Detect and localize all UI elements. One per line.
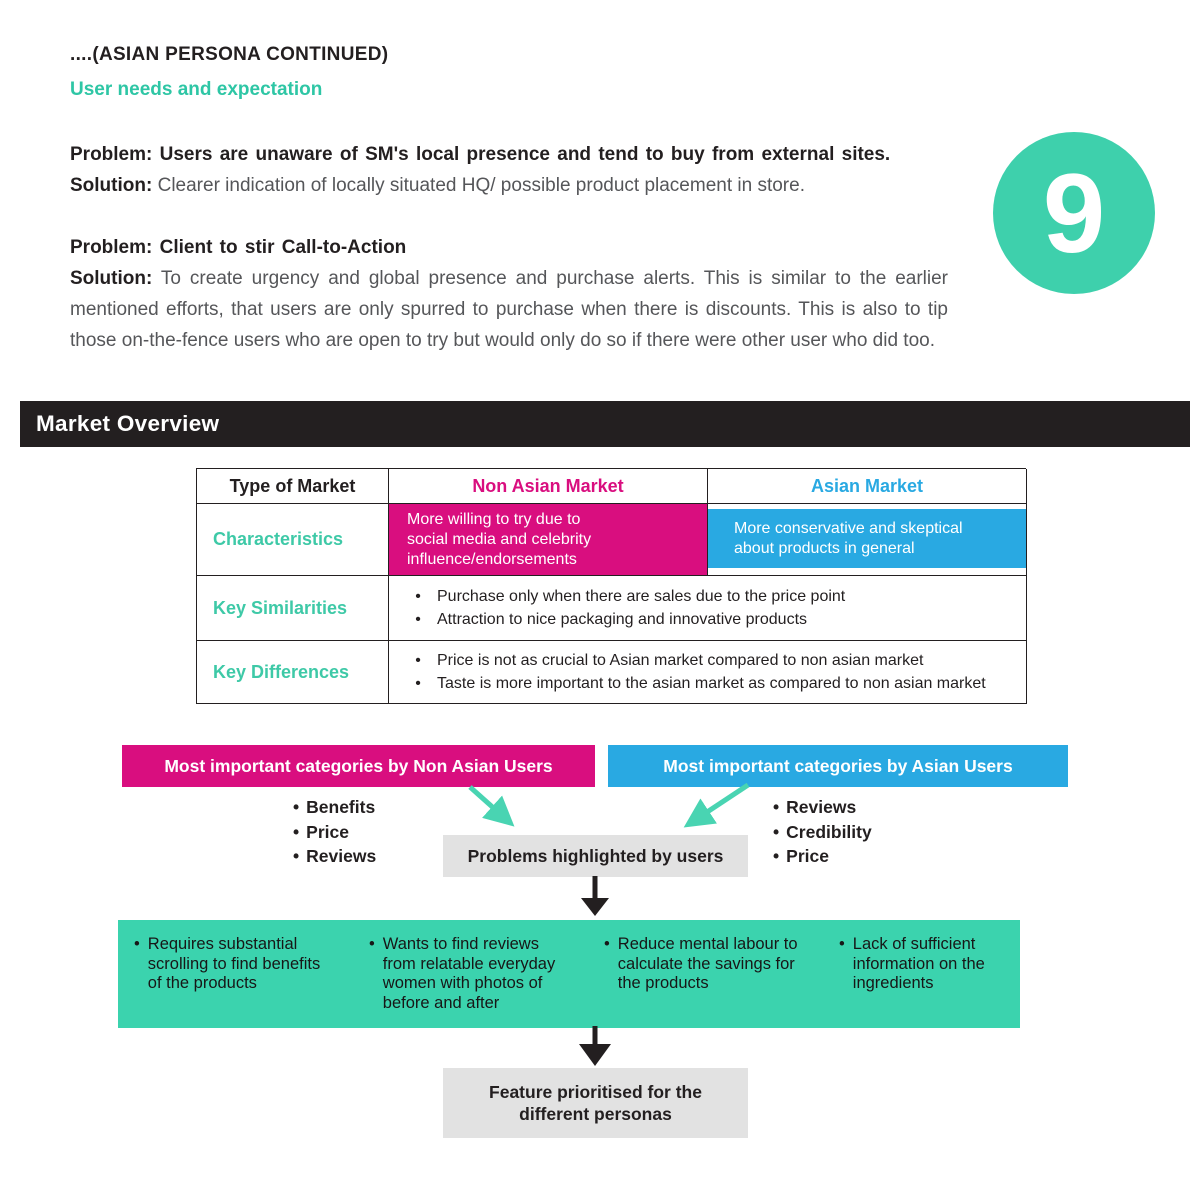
- banner-asian-label: Most important categories by Asian Users: [663, 755, 1013, 776]
- similarity-text-1: Purchase only when there are sales due to the price point: [437, 587, 846, 605]
- bullet-icon: •: [773, 846, 780, 866]
- bullet-icon: •: [773, 797, 780, 817]
- bullet-icon: •: [773, 821, 780, 842]
- characteristics-asian-block: [708, 509, 1026, 568]
- similarity-text-2: Attraction to nice packaging and innovative products: [437, 610, 808, 628]
- bullet-icon: •: [415, 610, 421, 628]
- non-asian-category-1: Benefits: [306, 797, 376, 817]
- asian-category-2: Credibility: [786, 821, 872, 842]
- non-asian-category-3: Reviews: [306, 846, 377, 866]
- table-row-label-key-differences: Key Differences: [197, 641, 389, 704]
- teal-arrows-group: [400, 770, 800, 842]
- similarity-item: [389, 587, 1026, 607]
- user-problem-text-4: Lack of sufficient information on the ingredients: [852, 935, 985, 992]
- banner-non-asian-label: Most important categories by Non Asian Users: [164, 755, 553, 776]
- characteristics-asian-text: More conservative and skeptical about products in general: [734, 519, 963, 557]
- problems-highlighted-box: [443, 835, 748, 877]
- problem-statement-1: Problem: Users are unaware of SM's local presence and tend to buy from external sites.: [70, 144, 891, 165]
- list-item: [293, 844, 376, 869]
- bullet-icon: •: [134, 935, 140, 953]
- non-asian-category-2: Price: [306, 821, 349, 842]
- teal-arrow-right-icon: [692, 785, 748, 822]
- solution-text-1: Clearer indication of locally situated HQ/ possible product placement in store.: [157, 175, 805, 196]
- table-cell-characteristics-non-asian: [389, 504, 708, 576]
- page-number-badge: [993, 132, 1155, 294]
- category-list-non-asian: [293, 795, 376, 869]
- spacer: [70, 201, 948, 232]
- feature-prioritised-box: [443, 1068, 748, 1138]
- user-problem-text-3: Reduce mental labour to calculate the savings for the products: [617, 935, 798, 992]
- user-problem-item: [604, 935, 816, 994]
- user-problem-text-1: Requires substantial scrolling to find benefits of the products: [147, 935, 321, 992]
- table-header-type-of-market: Type of Market: [197, 469, 389, 504]
- difference-item: [389, 651, 1026, 671]
- list-item: [773, 844, 872, 869]
- section-bar-title: Market Overview: [36, 411, 220, 436]
- bullet-icon: •: [839, 935, 845, 953]
- bullet-icon: •: [415, 651, 421, 669]
- asian-category-3: Price: [786, 846, 829, 866]
- table-cell-key-similarities: [389, 576, 1027, 641]
- table-header-non-asian-market: Non Asian Market: [389, 469, 708, 504]
- difference-item: [389, 674, 1026, 694]
- user-problem-item: [134, 935, 326, 994]
- solution-text-2: To create urgency and global presence and purchase alerts. This is similar to the earlier mentioned efforts, that users are only spurred to purchase when there is discounts. This is also to tip those on-the-fence users who are open to try but would only do so if there were other user who did too.: [70, 268, 948, 351]
- down-arrow-icon: [577, 1026, 613, 1068]
- similarity-item: [389, 610, 1026, 630]
- table-row-label-key-similarities: Key Similarities: [197, 576, 389, 641]
- section-bar-market-overview: [20, 401, 1190, 447]
- bullet-icon: •: [604, 935, 610, 953]
- asian-category-1: Reviews: [786, 797, 857, 817]
- solution-statement-1: [70, 170, 948, 201]
- user-problems-box: [118, 920, 1020, 1028]
- bullet-icon: •: [415, 587, 421, 605]
- market-comparison-table: [196, 468, 1026, 704]
- bullet-icon: •: [293, 797, 300, 817]
- solution-label-2: Solution:: [70, 268, 153, 289]
- user-problem-item: [839, 935, 1005, 994]
- difference-text-2: Taste is more important to the asian market as compared to non asian market: [437, 674, 986, 692]
- difference-text-1: Price is not as crucial to Asian market compared to non asian market: [437, 651, 924, 669]
- solution-label-1: Solution:: [70, 175, 153, 196]
- table-header-asian-market: Asian Market: [708, 469, 1027, 504]
- problem-statement-2: Problem: Client to stir Call-to-Action: [70, 237, 407, 258]
- problems-highlighted-label: Problems highlighted by users: [467, 845, 724, 866]
- down-arrow-icon: [577, 876, 613, 918]
- list-item: [293, 795, 376, 820]
- characteristics-non-asian-text: More willing to try due to social media and celebrity influence/endorsements: [407, 510, 592, 568]
- feature-prioritised-label: Feature prioritised for the different personas: [489, 1082, 702, 1124]
- page-subtitle: User needs and expectation: [70, 79, 323, 100]
- bullet-icon: •: [369, 935, 375, 953]
- table-row-label-characteristics: Characteristics: [197, 504, 389, 576]
- page-number: 9: [1042, 150, 1106, 276]
- table-cell-characteristics-asian: [708, 504, 1027, 576]
- persona-text-block: [70, 139, 948, 356]
- list-item: [293, 820, 376, 845]
- bullet-icon: •: [415, 674, 421, 692]
- bullet-icon: •: [293, 821, 300, 842]
- user-problem-text-2: Wants to find reviews from relatable everyday women with photos of before and after: [382, 935, 556, 1012]
- solution-statement-2: [70, 263, 948, 356]
- bullet-icon: •: [293, 846, 300, 866]
- table-cell-key-differences: [389, 641, 1027, 704]
- user-problem-item: [369, 935, 575, 1013]
- page-title: ....(ASIAN PERSONA CONTINUED): [70, 44, 389, 65]
- teal-arrow-left-icon: [470, 787, 507, 820]
